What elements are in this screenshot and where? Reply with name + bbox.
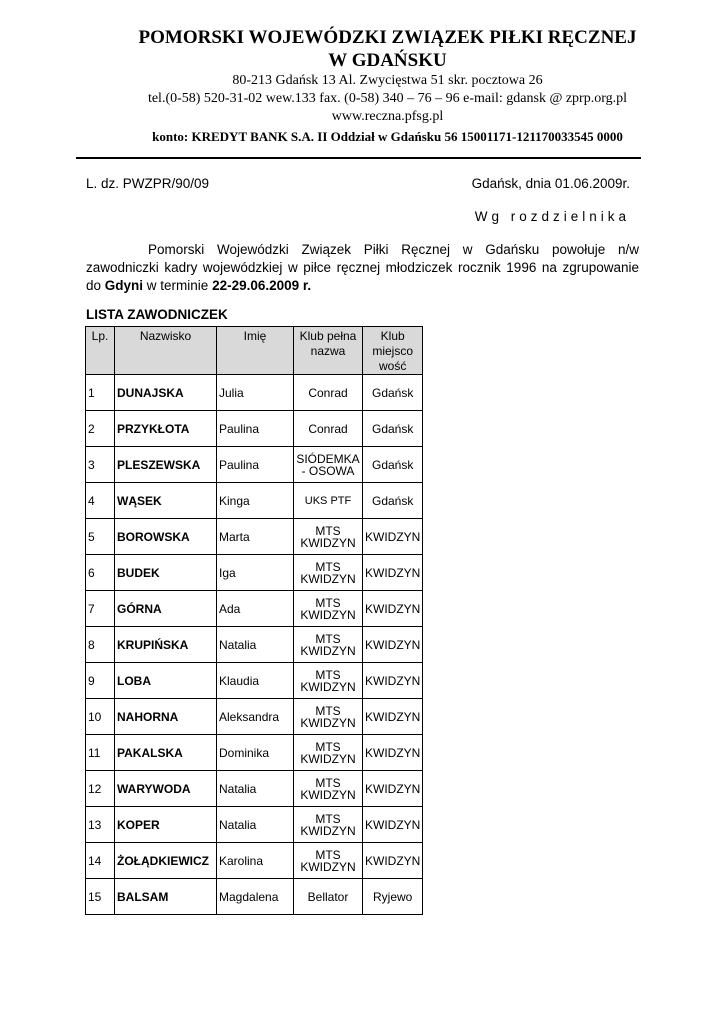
body-text-1: Pomorski Wojewódzki Związek Piłki Ręcznej w Gdańsku powołuje n/w zawodniczki kadry wojewódzkiej w piłce ręcznej młodziczek rocznik 1996 na zgrupowanie do [86,242,639,293]
cell-first-name: Karolina [217,843,294,879]
bank-account: konto: KREDYT BANK S.A. II Oddział w Gdańsku 56 15001171-121170033545 0000 [152,129,623,144]
table-row [86,663,423,699]
cell-club-name: MTS KWIDZYN [294,843,363,879]
cell-club-name: UKS PTF [294,483,363,519]
cell-club-name: MTS KWIDZYN [294,591,363,627]
cell-surname: WARYWODA [115,771,217,807]
organization-city: W GDAŃSKU [328,50,447,71]
cell-first-name: Paulina [217,411,294,447]
cell-club-place: Gdańsk [363,483,423,519]
cell-first-name: Magdalena [217,879,294,915]
header-lp: Lp. [86,327,115,375]
cell-first-name: Natalia [217,627,294,663]
table-row [86,483,423,519]
reference-number: L. dz. PWZPR/90/09 [86,176,210,191]
cell-surname: BUDEK [115,555,217,591]
cell-club-name: MTS KWIDZYN [294,627,363,663]
players-table [85,326,423,915]
cell-club-place: KWIDZYN [363,663,423,699]
cell-club-place: Gdańsk [363,447,423,483]
cell-surname: PAKALSKA [115,735,217,771]
cell-club-place: KWIDZYN [363,555,423,591]
cell-surname: LOBA [115,663,217,699]
cell-club-place: KWIDZYN [363,735,423,771]
body-city: Gdyni [104,278,144,293]
cell-lp: 3 [86,447,115,483]
cell-surname: NAHORNA [115,699,217,735]
cell-lp: 6 [86,555,115,591]
cell-lp: 14 [86,843,115,879]
body-dates: 22-29.06.2009 r. [212,278,312,293]
cell-club-name: MTS KWIDZYN [294,699,363,735]
cell-first-name: Marta [217,519,294,555]
header-divider [76,157,641,159]
list-title: LISTA ZAWODNICZEK [86,307,228,322]
table-row [86,771,423,807]
header-club-name: Klub pełna nazwa [294,327,363,375]
cell-lp: 4 [86,483,115,519]
cell-first-name: Natalia [217,771,294,807]
cell-first-name: Klaudia [217,663,294,699]
cell-surname: PRZYKŁOTA [115,411,217,447]
cell-first-name: Natalia [217,807,294,843]
header-first-name: Imię [217,327,294,375]
table-row [86,555,423,591]
cell-lp: 1 [86,375,115,411]
table-row [86,519,423,555]
cell-surname: DUNAJSKA [115,375,217,411]
cell-lp: 12 [86,771,115,807]
cell-surname: KRUPIŃSKA [115,627,217,663]
cell-lp: 10 [86,699,115,735]
cell-club-place: Gdańsk [363,375,423,411]
table-row [86,843,423,879]
cell-surname: BOROWSKA [115,519,217,555]
cell-first-name: Kinga [217,483,294,519]
cell-club-name: MTS KWIDZYN [294,735,363,771]
cell-club-place: Ryjewo [363,879,423,915]
cell-club-place: Gdańsk [363,411,423,447]
cell-club-name: MTS KWIDZYN [294,663,363,699]
cell-lp: 11 [86,735,115,771]
organization-name: POMORSKI WOJEWÓDZKI ZWIĄZEK PIŁKI RĘCZNEJ [138,27,637,48]
header-surname: Nazwisko [115,327,217,375]
table-row [86,375,423,411]
cell-lp: 13 [86,807,115,843]
table-row [86,879,423,915]
table-row [86,735,423,771]
header-club-place: Klub miejsco wość [363,327,423,375]
cell-club-place: KWIDZYN [363,807,423,843]
cell-club-place: KWIDZYN [363,591,423,627]
table-row [86,591,423,627]
cell-first-name: Dominika [217,735,294,771]
cell-club-name: MTS KWIDZYN [294,771,363,807]
cell-club-name: Conrad [294,411,363,447]
cell-club-place: KWIDZYN [363,699,423,735]
cell-surname: ŻOŁĄDKIEWICZ [115,843,217,879]
cell-club-name: Bellator [294,879,363,915]
cell-club-name: MTS KWIDZYN [294,555,363,591]
postal-address: 80-213 Gdańsk 13 Al. Zwycięstwa 51 skr. pocztowa 26 [232,73,543,88]
cell-lp: 15 [86,879,115,915]
cell-club-place: KWIDZYN [363,843,423,879]
cell-lp: 2 [86,411,115,447]
cell-lp: 5 [86,519,115,555]
contact-line: tel.(0-58) 520-31-02 wew.133 fax. (0-58) 340 – 76 – 96 e-mail: gdansk @ zprp.org.pl [147,91,628,106]
table-row [86,807,423,843]
cell-surname: WĄSEK [115,483,217,519]
cell-surname: PLESZEWSKA [115,447,217,483]
cell-lp: 7 [86,591,115,627]
table-row [86,447,423,483]
cell-first-name: Iga [217,555,294,591]
cell-club-name: MTS KWIDZYN [294,807,363,843]
cell-first-name: Julia [217,375,294,411]
cell-lp: 9 [86,663,115,699]
cell-lp: 8 [86,627,115,663]
cell-first-name: Aleksandra [217,699,294,735]
cell-first-name: Paulina [217,447,294,483]
letterhead [0,26,725,146]
cell-surname: BALSAM [115,879,217,915]
letter-body [86,241,639,295]
cell-club-place: KWIDZYN [363,771,423,807]
recipient-line: Wg rozdzielnika [474,209,630,224]
table-row [86,627,423,663]
cell-first-name: Ada [217,591,294,627]
letter-date: Gdańsk, dnia 01.06.2009r. [471,176,630,191]
cell-surname: KOPER [115,807,217,843]
cell-club-place: KWIDZYN [363,519,423,555]
table-row [86,411,423,447]
table-row [86,699,423,735]
cell-club-name: Conrad [294,375,363,411]
cell-club-name: SIÓDEMKA - OSOWA [294,447,363,483]
cell-club-name: MTS KWIDZYN [294,519,363,555]
table-header-row [86,327,423,375]
website: www.reczna.pfsg.pl [331,109,444,124]
cell-surname: GÓRNA [115,591,217,627]
body-text-2: w terminie [143,278,213,293]
cell-club-place: KWIDZYN [363,627,423,663]
